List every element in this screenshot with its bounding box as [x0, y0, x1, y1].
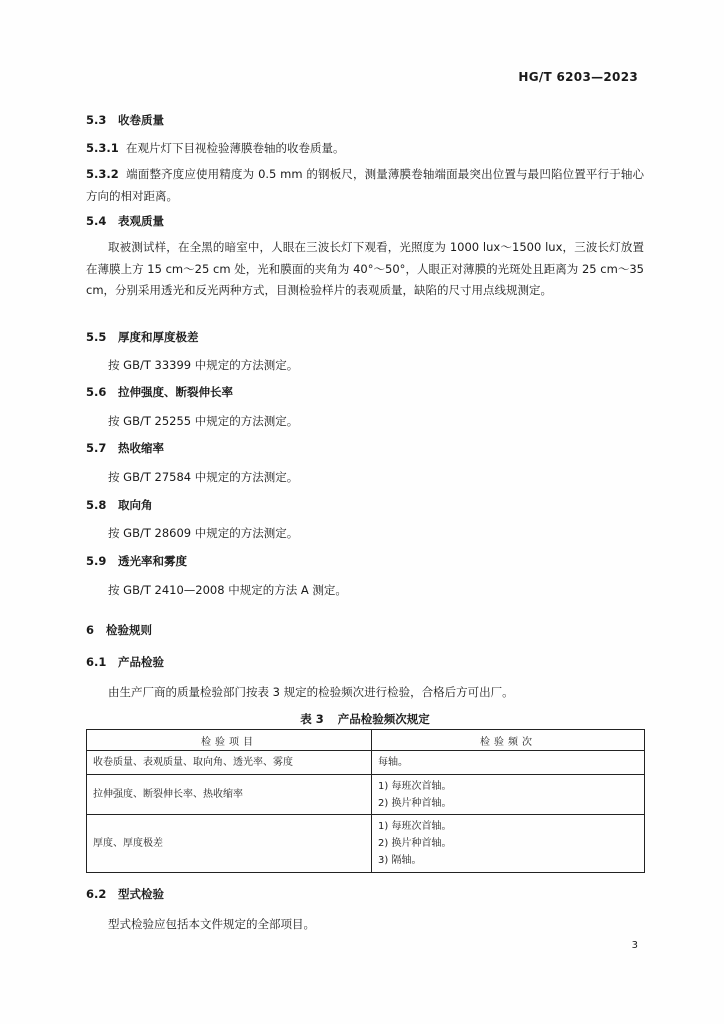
section-number: 5.3: [86, 113, 107, 127]
section-5-5-text: 按 GB/T 33399 中规定的方法测定。: [108, 358, 299, 372]
table-3-caption: [86, 711, 644, 727]
section-5-8-text: 按 GB/T 28609 中规定的方法测定。: [108, 526, 299, 540]
table-cell-item: 厚度、厚度极差: [87, 815, 372, 873]
section-5-7-text: 按 GB/T 27584 中规定的方法测定。: [108, 470, 299, 484]
section-5-3-heading: [86, 110, 644, 131]
section-title: 热收缩率: [118, 441, 164, 455]
frequency-line: 1) 每班次首轴。: [378, 821, 452, 832]
table-cell-frequency: [372, 815, 645, 873]
section-5-4-paragraph: 取被测试样，在全黑的暗室中，人眼在三波长灯下观看，光照度为 1000 lux～1500 lux，三波长灯放置在薄膜上方 15 cm～25 cm 处，光和膜面的夹角为 40°～50°，人眼正对薄膜的光斑处且距离为 25 cm～35 cm，分别采用透光和反光两种方式，目测检验样片的表观质量，缺陷的尺寸用点线规测定。: [86, 240, 644, 297]
section-number: 6.2: [86, 887, 107, 901]
section-5-6-text: 按 GB/T 25255 中规定的方法测定。: [108, 414, 299, 428]
frequency-line: 1) 每班次首轴。: [378, 780, 452, 792]
section-title: 收卷质量: [118, 113, 164, 127]
clause-5-3-2: [86, 164, 644, 207]
section-5-5-heading: [86, 327, 644, 348]
clause-5-3-1: [86, 138, 644, 159]
table-title: 产品检验频次规定: [337, 712, 430, 726]
inspection-frequency-table: [86, 729, 645, 873]
section-6-heading: [86, 620, 644, 641]
section-5-9-text: 按 GB/T 2410—2008 中规定的方法 A 测定。: [108, 583, 347, 597]
section-number: 6.1: [86, 655, 107, 669]
clause-text: 端面整齐度应使用精度为 0.5 mm 的钢板尺，测量薄膜卷轴端面最突出位置与最凹陷位置平行于轴心方向的相对距离。: [86, 167, 644, 203]
section-6-2-heading: [86, 884, 644, 905]
section-number: 5.9: [86, 554, 107, 568]
clause-number: 5.3.2: [86, 167, 119, 181]
section-number: 5.6: [86, 385, 107, 399]
frequency-line: 每轴。: [378, 757, 408, 768]
section-6-1-text: 由生产厂商的质量检验部门按表 3 规定的检验频次进行检验，合格后方可出厂。: [108, 685, 514, 699]
section-5-4-heading: [86, 211, 644, 232]
column-header-item: 检验项目: [87, 730, 372, 751]
clause-text: 在观片灯下目视检验薄膜卷轴的收卷质量。: [126, 141, 345, 155]
table-cell-frequency: [372, 775, 645, 815]
section-title: 检验规则: [106, 623, 152, 637]
section-title: 型式检验: [118, 887, 164, 901]
table-cell-frequency: [372, 751, 645, 775]
table-number: 表 3: [300, 712, 324, 726]
section-number: 5.8: [86, 498, 107, 512]
section-6-1-heading: [86, 652, 644, 673]
section-title: 厚度和厚度极差: [118, 330, 199, 344]
section-title: 表观质量: [118, 214, 164, 228]
section-title: 取向角: [118, 498, 153, 512]
section-5-6-heading: [86, 382, 644, 403]
section-number: 5.5: [86, 330, 107, 344]
section-number: 5.4: [86, 214, 107, 228]
table-cell-item: 收卷质量、表观质量、取向角、透光率、雾度: [87, 751, 372, 775]
section-5-7-heading: [86, 438, 644, 459]
section-title: 拉伸强度、断裂伸长率: [118, 385, 233, 399]
section-title: 产品检验: [118, 655, 164, 669]
clause-number: 5.3.1: [86, 141, 119, 155]
column-header-frequency: 检验频次: [372, 730, 645, 751]
table-row: [87, 751, 645, 775]
frequency-line: 2) 换片种首轴。: [378, 797, 452, 809]
frequency-line: 3) 隔轴。: [378, 855, 422, 866]
page-number: 3: [631, 940, 638, 951]
standard-number-header: HG/T 6203—2023: [518, 70, 638, 84]
section-number: 5.7: [86, 441, 107, 455]
table-cell-item: 拉伸强度、断裂伸长率、热收缩率: [87, 775, 372, 815]
table-row: [87, 775, 645, 815]
section-number: 6: [86, 623, 95, 637]
section-6-2-text: 型式检验应包括本文件规定的全部项目。: [108, 917, 315, 931]
table-header-row: [87, 730, 645, 751]
table-row: [87, 815, 645, 873]
frequency-line: 2) 换片种首轴。: [378, 838, 452, 849]
section-title: 透光率和雾度: [118, 554, 187, 568]
section-5-8-heading: [86, 495, 644, 516]
section-5-9-heading: [86, 551, 644, 572]
